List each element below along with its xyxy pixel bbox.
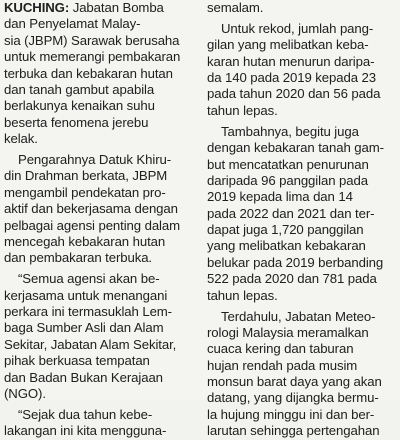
- article-paragraph: [4, 271, 197, 402]
- article-line: hujan rendah pada musim: [207, 357, 358, 373]
- article-line: sia (JBPM) Sarawak berusaha: [4, 32, 180, 48]
- article-line: tahun lepas.: [207, 102, 278, 118]
- article-line: pihak berkuasa tempatan: [4, 353, 150, 369]
- article-line: “Sejak dua tahun kebe-: [18, 406, 153, 422]
- article-line: la hujung minggu ini dan ber-: [207, 406, 375, 422]
- article-line: din Drahman berkata, JBPM: [4, 168, 168, 184]
- article-line: gilan yang melibatkan keba-: [207, 37, 369, 53]
- article-line: terbuka dan kebakaran hutan: [4, 65, 173, 81]
- article-line: dan tanah gambut apabila: [4, 81, 155, 97]
- article-line: rologi Malaysia meramalkan: [207, 324, 369, 340]
- article-line: 2019 kepada lima dan 14: [207, 189, 353, 205]
- article-line: mengambil pendekatan pro-: [4, 184, 166, 200]
- article-line: yang melibatkan kebakaran: [207, 238, 366, 254]
- article-line: Untuk rekod, jumlah pang-: [221, 20, 374, 36]
- article-line: monsun barat daya yang akan: [207, 374, 382, 390]
- article-line: berlakunya kenaikan suhu: [4, 98, 155, 114]
- article-line: larutan sehingga pertengahan: [207, 423, 380, 439]
- article-paragraph: [207, 21, 397, 119]
- article-line: 522 pada 2020 dan 781 pada: [207, 271, 377, 287]
- article-line: Sekitar, Jabatan Alam Sekitar,: [4, 336, 177, 352]
- article-line: da 140 pada 2019 kepada 23: [207, 70, 376, 86]
- article-line: perkara ini termasuklah Lem-: [4, 304, 172, 320]
- article-line-text: Jabatan Bomba: [69, 0, 164, 15]
- article-line: untuk memerangi pembakaran: [4, 49, 181, 65]
- article-line: mencegah kebakaran hutan: [4, 233, 166, 249]
- article-line: dan pembakaran terbuka.: [4, 250, 152, 266]
- article-paragraph: [4, 152, 197, 267]
- article-line: dengan kebakaran tanah gam-: [207, 140, 384, 156]
- article-line: Tambahnya, begitu juga: [221, 123, 359, 139]
- article-paragraph: [207, 0, 397, 16]
- article-line: (NGO).: [4, 385, 46, 401]
- article-line: but mencatatkan penurunan: [207, 156, 369, 172]
- article-line: belukar pada 2019 berbanding: [207, 254, 384, 270]
- article-line: tahun lepas.: [207, 287, 278, 303]
- article-line: Pengarahnya Datuk Khiru-: [18, 152, 172, 168]
- article-column-right: [207, 0, 397, 440]
- article-line: beserta fenomena jerebu: [4, 114, 149, 130]
- article-line: [4, 0, 197, 16]
- article-paragraph: [4, 407, 197, 440]
- article-line: kelak.: [4, 131, 38, 147]
- article-line: lakangan ini kita mengguna-: [4, 423, 167, 439]
- article-line: aktif dan bekerjasama dengan: [4, 201, 178, 217]
- article-line: dapat juga 1,720 panggilan: [207, 222, 364, 238]
- article-column-left: [4, 0, 197, 440]
- article-line: datang, yang dijangka bermu-: [207, 390, 379, 406]
- article-line: cuaca kering dan taburan: [207, 341, 354, 357]
- article-line: daripada 96 panggilan pada: [207, 172, 368, 188]
- article-line: dan Badan Bukan Kerajaan: [4, 369, 163, 385]
- article-line: pada 2022 dan 2021 dan ter-: [207, 205, 375, 221]
- article-paragraph: [207, 124, 397, 304]
- article-line: “Semua agensi akan be-: [18, 271, 160, 287]
- article-paragraph: [207, 309, 397, 440]
- article-line: baga Sumber Asli dan Alam: [4, 320, 164, 336]
- article-line: dan Penyelamat Malay-: [4, 16, 141, 32]
- article-line: semalam.: [207, 0, 264, 15]
- dateline: KUCHING:: [4, 0, 70, 15]
- article-line: Terdahulu, Jabatan Meteo-: [221, 308, 376, 324]
- article-line: pada tahun 2020 dan 56 pada: [207, 86, 381, 102]
- article-line: karan hutan menurun daripa-: [207, 53, 375, 69]
- article-line: pelbagai agensi penting dalam: [4, 217, 181, 233]
- article-line: kerjasama untuk menangani: [4, 287, 168, 303]
